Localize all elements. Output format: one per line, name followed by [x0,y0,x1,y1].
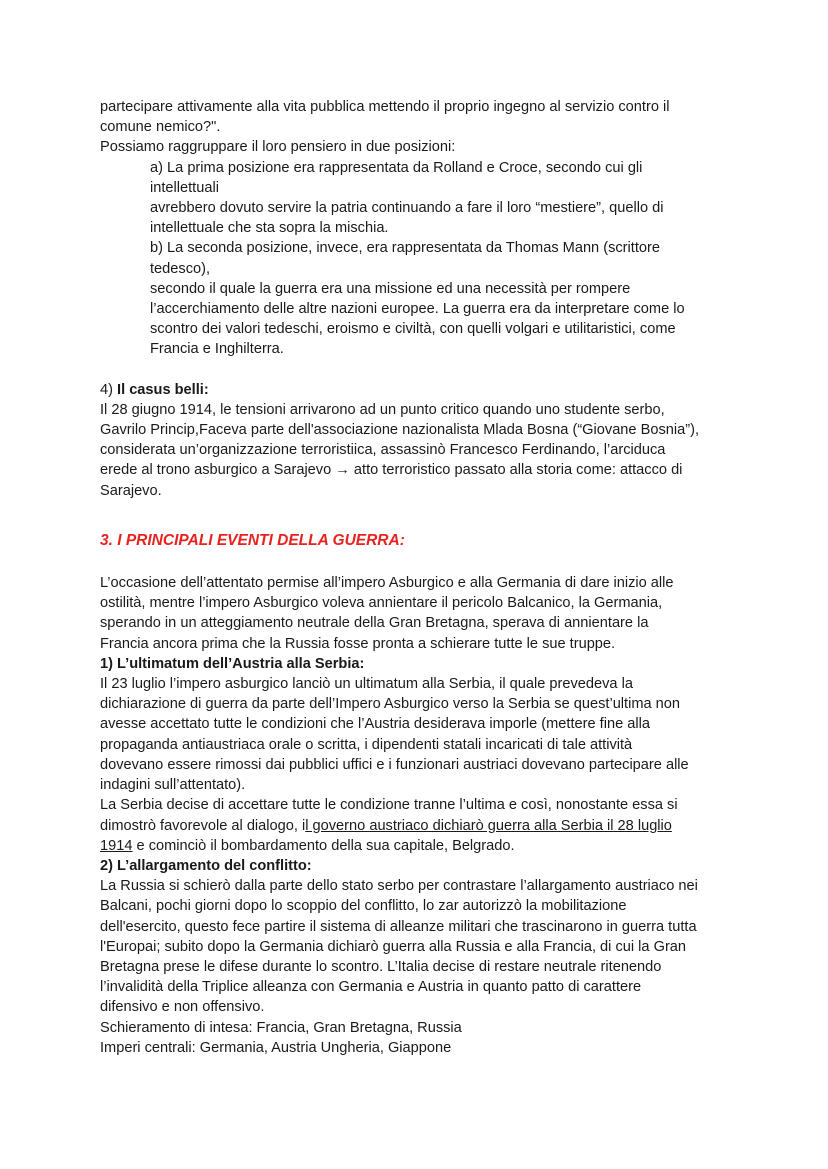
text-line: erede al trono asburgico a Sarajevo → atto terroristico passato alla storia come: attacco di [100,462,683,479]
text-line: Gavrilo Princip,Faceva parte dell'associazione nazionalista Mlada Bosna (“Giovane Bosnia”), [100,422,699,439]
section-heading: 3. I PRINCIPALI EVENTI DELLA GUERRA: [100,531,405,549]
subsection-title-text: 1) L’ultimatum dell’Austria alla Serbia: [100,655,365,672]
text-line: avesse accettato tutte le condizioni che l’Austria desiderava imporle (mettere fine alla [100,716,650,733]
casus-belli-heading [100,380,740,400]
text-line: Bretagna prese le difese durante lo scontro. L’Italia decise di restare neutrale ritenendo [100,958,662,975]
text-line: partecipare attivamente alla vita pubblica mettendo il proprio ingegno al servizio contro il [100,99,670,115]
text-line [100,836,740,856]
text-line: a) La prima posizione era rappresentata da Rolland e Croce, secondo cui gli [150,159,643,176]
text-span: e cominciò il bombardamento della sua capitale, Belgrado. [132,837,515,854]
text-line: Francia e Inghilterra. [150,341,284,358]
text-line: intellettuali [150,179,219,196]
text-line: indagini sull’attentato). [100,777,246,794]
text-line: Schieramento di intesa: Francia, Gran Bretagna, Russia [100,1019,462,1036]
text-line: secondo il quale la guerra era una missione ed una necessità per rompere [150,280,631,297]
text-line: avrebbero dovuto servire la patria continuando a fare il loro “mestiere”, quello di [150,200,664,217]
text-line: Il 23 luglio l’impero asburgico lanciò un ultimatum alla Serbia, il quale prevedeva la [100,676,633,693]
text-line: Francia ancora prima che la Russia fosse pronta a schierare tutte le sue truppe. [100,635,616,652]
document-page [100,97,740,1058]
text-line: La Serbia decise di accettare tutte le condizione tranne l’ultima e così, nonostante essa si [100,797,678,814]
subsection-title [100,856,740,876]
text-line: La Russia si schierò dalla parte dello stato serbo per contrastare l’allargamento austriaco nei [100,878,698,895]
text-line: propaganda antiaustriaca orale o scritta, i dipendenti statali incaricati di tale attività [100,736,633,753]
text-line: considerata un’organizzazione terroristiica, assassinò Francesco Ferdinando, l’arciduca [100,442,666,459]
text-line: scontro dei valori tedeschi, eroismo e civiltà, con quelli volgari e utilitaristici, come [150,321,676,338]
underlined-text: 1914 [100,837,133,854]
text-line: tedesco), [150,260,211,277]
underlined-text: l governo austriaco dichiarò guerra alla Serbia il 28 luglio [305,817,672,834]
text-line: comune nemico?". [100,119,221,136]
text-line: l'Europai; subito dopo la Germania dichiarò guerra alla Russia e alla Francia, di cui la Gran [100,938,687,955]
text-line: Il 28 giugno 1914, le tensioni arrivarono ad un punto critico quando uno studente serbo, [100,401,665,418]
text-line: l’invalidità della Triplice alleanza con Germania e Austria in quanto patto di carattere [100,979,642,996]
text-line: dichiarazione di guerra da parte dell’Impero Asburgico verso la Serbia se quest’ultima non [100,696,681,713]
heading-number: 4) [100,381,118,398]
text-line: difensivo e non offensivo. [100,999,265,1016]
text-line [100,816,740,836]
text-line: Imperi centrali: Germania, Austria Ungheria, Giappone [100,1039,452,1056]
text-span: dimostrò favorevole al dialogo, i [100,817,306,834]
subsection-title [100,654,740,674]
text-line: Possiamo raggruppare il loro pensiero in due posizioni: [100,139,456,156]
positions-list [100,158,740,360]
heading-title: Il casus belli: [117,381,209,398]
text-line: Balcani, pochi giorni dopo lo scoppio del conflitto, lo zar autorizzò la mobilitazione [100,898,627,915]
text-line: l’accerchiamento delle altre nazioni europee. La guerra era da interpretare come lo [150,301,685,318]
text-line: sperando in un atteggiamento neutrale della Gran Bretagna, sperava di annientare la [100,615,649,632]
text-line: b) La seconda posizione, invece, era rappresentata da Thomas Mann (scrittore [150,240,660,257]
text-line: Sarajevo. [100,482,162,499]
text-line: intellettuale che sta sopra la mischia. [150,220,389,237]
subsection-title-text: 2) L’allargamento del conflitto: [100,857,312,874]
text-line: dovevano essere rimossi dai pubblici uffici e i funzionari austriaci dovevano partecipare alle [100,756,689,773]
text-line: dell'esercito, questo fece partire il sistema di alleanze militari che trascinarono in guerra tutta [100,918,697,935]
text-line: ostilità, mentre l’impero Asburgico voleva annientare il pericolo Balcanico, la Germania, [100,595,663,612]
text-line: L’occasione dell’attentato permise all’impero Asburgico e alla Germania di dare inizio alle [100,575,674,592]
